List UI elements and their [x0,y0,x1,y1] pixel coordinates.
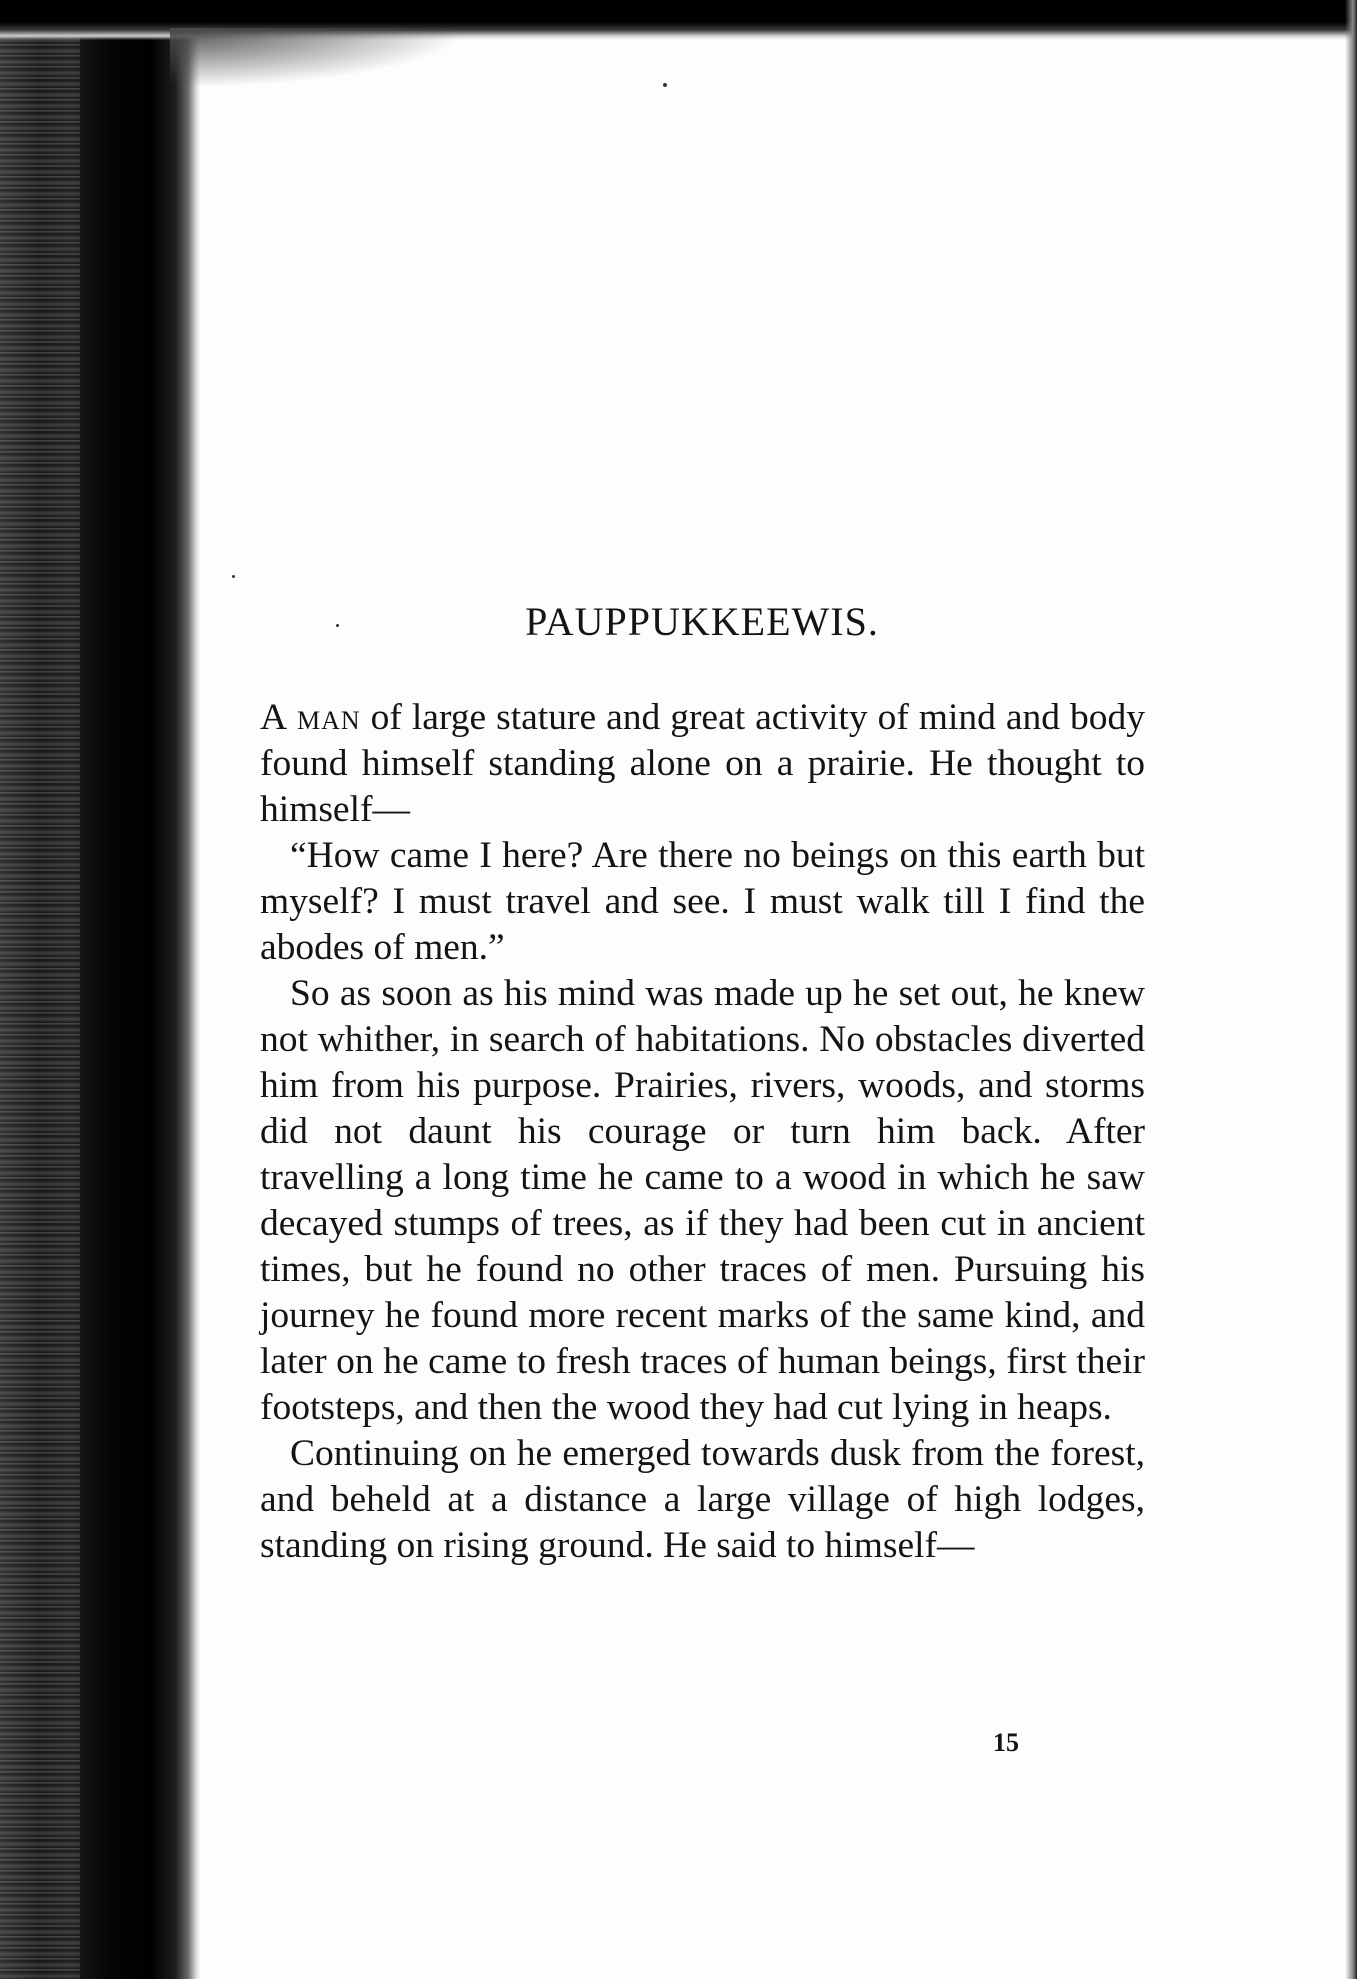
scan-speck [232,575,235,578]
right-edge-shadow [1345,0,1357,1979]
paragraph-1 [260,695,1145,833]
paragraph-4: Continuing on he emerged towards dusk from the forest, and beheld at a distance a large village of high lodges, standing on rising ground. He said to himself— [260,1433,1145,1566]
body-text [260,695,1145,1569]
top-corner-shadow [170,28,470,88]
chapter-title: PAUPPUKKEEWIS. [525,599,879,644]
paragraph-2: “How came I here? Are there no beings on this earth but myself? I must travel and see. I must walk till I find the abodes of men.” [260,835,1145,968]
scan-speck [663,83,667,87]
page-number: 15 [993,1728,1019,1757]
binding-speckle [0,0,80,1979]
paragraph-3: So as soon as his mind was made up he set out, he knew not whither, in search of habitations. No obstacles diverted him from his purpose. Prairies, rivers, woods, and storms did not daunt his courage or turn him back. After travelling a long time he came to a wood in which he saw decayed stumps of trees, as if they had been cut in ancient times, but he found no other traces of men. Pursuing his journey he found more recent marks of the same kind, and later on he came to fresh traces of human beings, first their footsteps, and then the wood they had cut lying in heaps. [260,973,1145,1428]
paragraph-1-text: of large stature and great activity of mind and body found himself standing alone on a prairie. He thought to himself— [260,697,1145,830]
opening-smallcaps: A man [260,697,361,738]
